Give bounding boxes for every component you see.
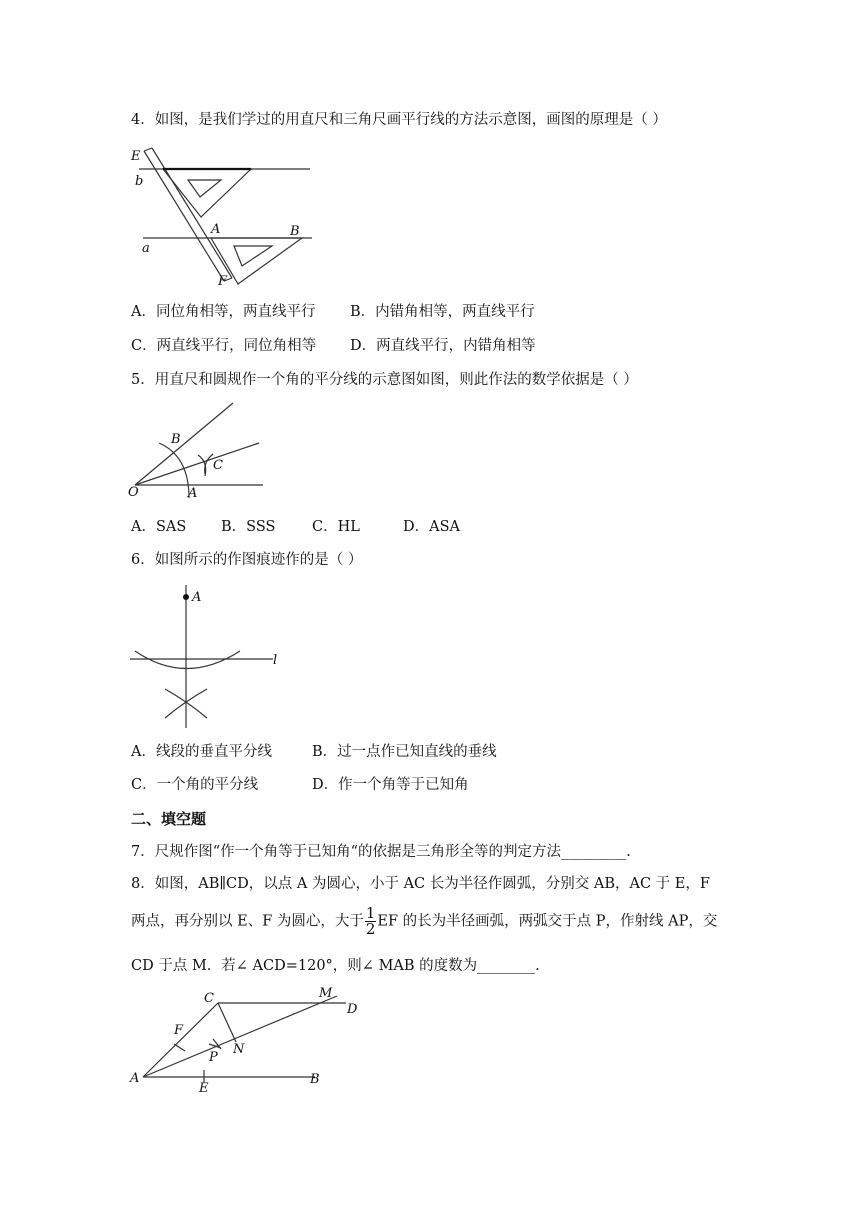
q8-label-b: B <box>310 1072 320 1087</box>
q8-figure <box>125 982 375 1097</box>
q5-label-c: C <box>213 458 223 473</box>
q6-label-a: A <box>192 590 202 605</box>
q5-label-b: B <box>171 432 181 447</box>
q4-label-a-line: a <box>142 241 150 256</box>
q6-stem: 6．如图所示的作图痕迹作的是（ ） <box>131 552 363 568</box>
q5-option-d: D．ASA <box>403 519 461 535</box>
q8-line3: CD 于点 M．若∠ ACD=120°，则∠ MAB 的度数为________. <box>131 958 540 974</box>
q4-option-b: B．内错角相等，两直线平行 <box>350 304 535 320</box>
q4-label-b-point: B <box>290 224 300 239</box>
q5-label-a: A <box>188 486 198 501</box>
q8-line1: 8．如图，AB∥CD，以点 A 为圆心，小于 AC 长为半径作圆弧，分别交 AB，AC 于 E，F <box>131 876 710 892</box>
q4-label-b-line: b <box>135 174 144 189</box>
section-title: 二、填空题 <box>131 810 207 828</box>
fraction-half <box>365 906 377 937</box>
q8-label-m: M <box>319 986 333 1001</box>
q5-figure <box>125 398 285 508</box>
q4-stem: 4．如图，是我们学过的用直尺和三角尺画平行线的方法示意图，画图的原理是（ ） <box>131 112 667 128</box>
q4-label-e: E <box>131 149 141 164</box>
q8-label-e: E <box>199 1081 209 1096</box>
q8-line2-pre: 两点，再分别以 E、F 为圆心，大于 <box>131 913 364 930</box>
fraction-denominator: 2 <box>365 920 376 938</box>
q5-label-o: O <box>128 485 139 500</box>
q6-option-c: C．一个角的平分线 <box>131 777 259 793</box>
q4-figure <box>125 142 325 292</box>
q4-option-c: C．两直线平行，同位角相等 <box>131 338 317 354</box>
q4-label-f: F <box>218 274 228 289</box>
q5-option-c: C．HL <box>312 519 360 535</box>
q7-text: 7．尺规作图“作一个角等于已知角“的依据是三角形全等的判定方法_________. <box>131 844 631 860</box>
q8-label-p: P <box>209 1050 218 1065</box>
q6-option-d: D．作一个角等于已知角 <box>312 777 469 793</box>
q6-option-b: B．过一点作已知直线的垂线 <box>312 744 497 760</box>
q5-option-a: A．SAS <box>131 519 187 535</box>
q5-option-b: B．SSS <box>221 519 276 535</box>
q6-label-l: l <box>273 653 278 668</box>
q5-stem: 5．用直尺和圆规作一个角的平分线的示意图如图，则此作法的数学依据是（ ） <box>131 372 638 388</box>
fraction-numerator: 1 <box>365 904 376 922</box>
q6-figure <box>125 580 295 730</box>
q4-label-a-point: A <box>211 222 221 237</box>
q8-label-c: C <box>204 991 214 1006</box>
q8-label-f: F <box>174 1023 184 1038</box>
q6-option-a: A．线段的垂直平分线 <box>131 744 272 760</box>
q8-line2 <box>131 906 717 937</box>
q4-option-a: A．同位角相等，两直线平行 <box>131 304 316 320</box>
q8-label-a: A <box>130 1071 140 1086</box>
q8-line2-post: EF 的长为半径画弧，两弧交于点 P，作射线 AP，交 <box>377 913 718 930</box>
q8-label-n: N <box>233 1042 245 1057</box>
q8-label-d: D <box>347 1002 358 1017</box>
q4-option-d: D．两直线平行，内错角相等 <box>350 338 536 354</box>
